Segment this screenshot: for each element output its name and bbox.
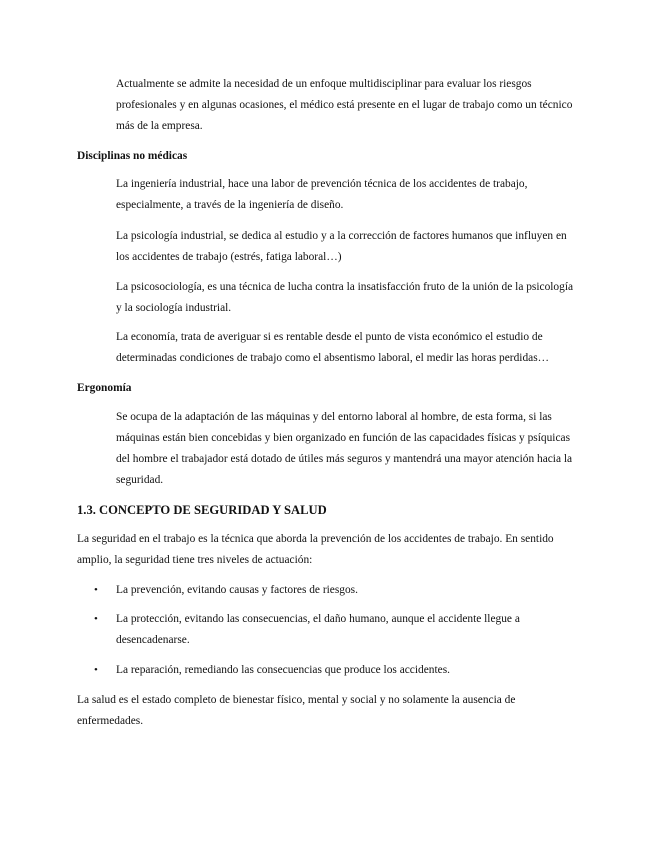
bullet-item-protection: La protección, evitando las consecuencias, el daño humano, aunque el accidente llegue a desencadenarse. [116, 613, 520, 646]
health-definition-paragraph: La salud es el estado completo de bienestar físico, mental y social y no solamente la ausencia de enfermedades. [77, 694, 516, 727]
industrial-psychology-paragraph: La psicología industrial, se dedica al estudio y a la corrección de factores humanos que influyen en los accidentes de trabajo (estrés, fatiga laboral…) [116, 230, 567, 263]
bullet-item-reparation: La reparación, remediando las consecuencias que produce los accidentes. [116, 664, 450, 676]
intro-paragraph: Actualmente se admite la necesidad de un enfoque multidisciplinar para evaluar los riesgos profesionales y en algunas ocasiones, el médico está presente en el lugar de trabajo como un técnico más de la empresa. [116, 78, 573, 132]
ergonomics-paragraph: Se ocupa de la adaptación de las máquinas y del entorno laboral al hombre, de esta forma, si las máquinas están bien concebidas y bien organizado en función de las capacidades físicas y psíquicas del hombre el trabajador está dotado de útiles más seguros y mantendrá una mayor atención hacia la seguridad. [116, 411, 573, 486]
bullet-marker: • [94, 664, 98, 676]
economics-paragraph: La economía, trata de averiguar si es rentable desde el punto de vista económico el estudio de determinadas condiciones de trabajo como el absentismo laboral, el medir las horas perdidas… [116, 331, 550, 364]
section-heading: 1.3. CONCEPTO DE SEGURIDAD Y SALUD [77, 503, 327, 517]
safety-definition-paragraph: La seguridad en el trabajo es la técnica que aborda la prevención de los accidentes de trabajo. En sentido amplio, la seguridad tiene tres niveles de actuación: [77, 533, 554, 566]
non-medical-heading: Disciplinas no médicas [77, 150, 188, 162]
psychosociology-paragraph: La psicosociología, es una técnica de lucha contra la insatisfacción fruto de la unión de la psicología y la sociología industrial. [116, 281, 574, 314]
bullet-marker: • [94, 613, 98, 625]
bullet-marker: • [94, 584, 98, 596]
ergonomics-heading: Ergonomía [77, 382, 132, 394]
bullet-item-prevention: La prevención, evitando causas y factores de riesgos. [116, 584, 358, 596]
industrial-engineering-paragraph: La ingeniería industrial, hace una labor de prevención técnica de los accidentes de trabajo, especialmente, a través de la ingeniería de diseño. [116, 178, 528, 211]
